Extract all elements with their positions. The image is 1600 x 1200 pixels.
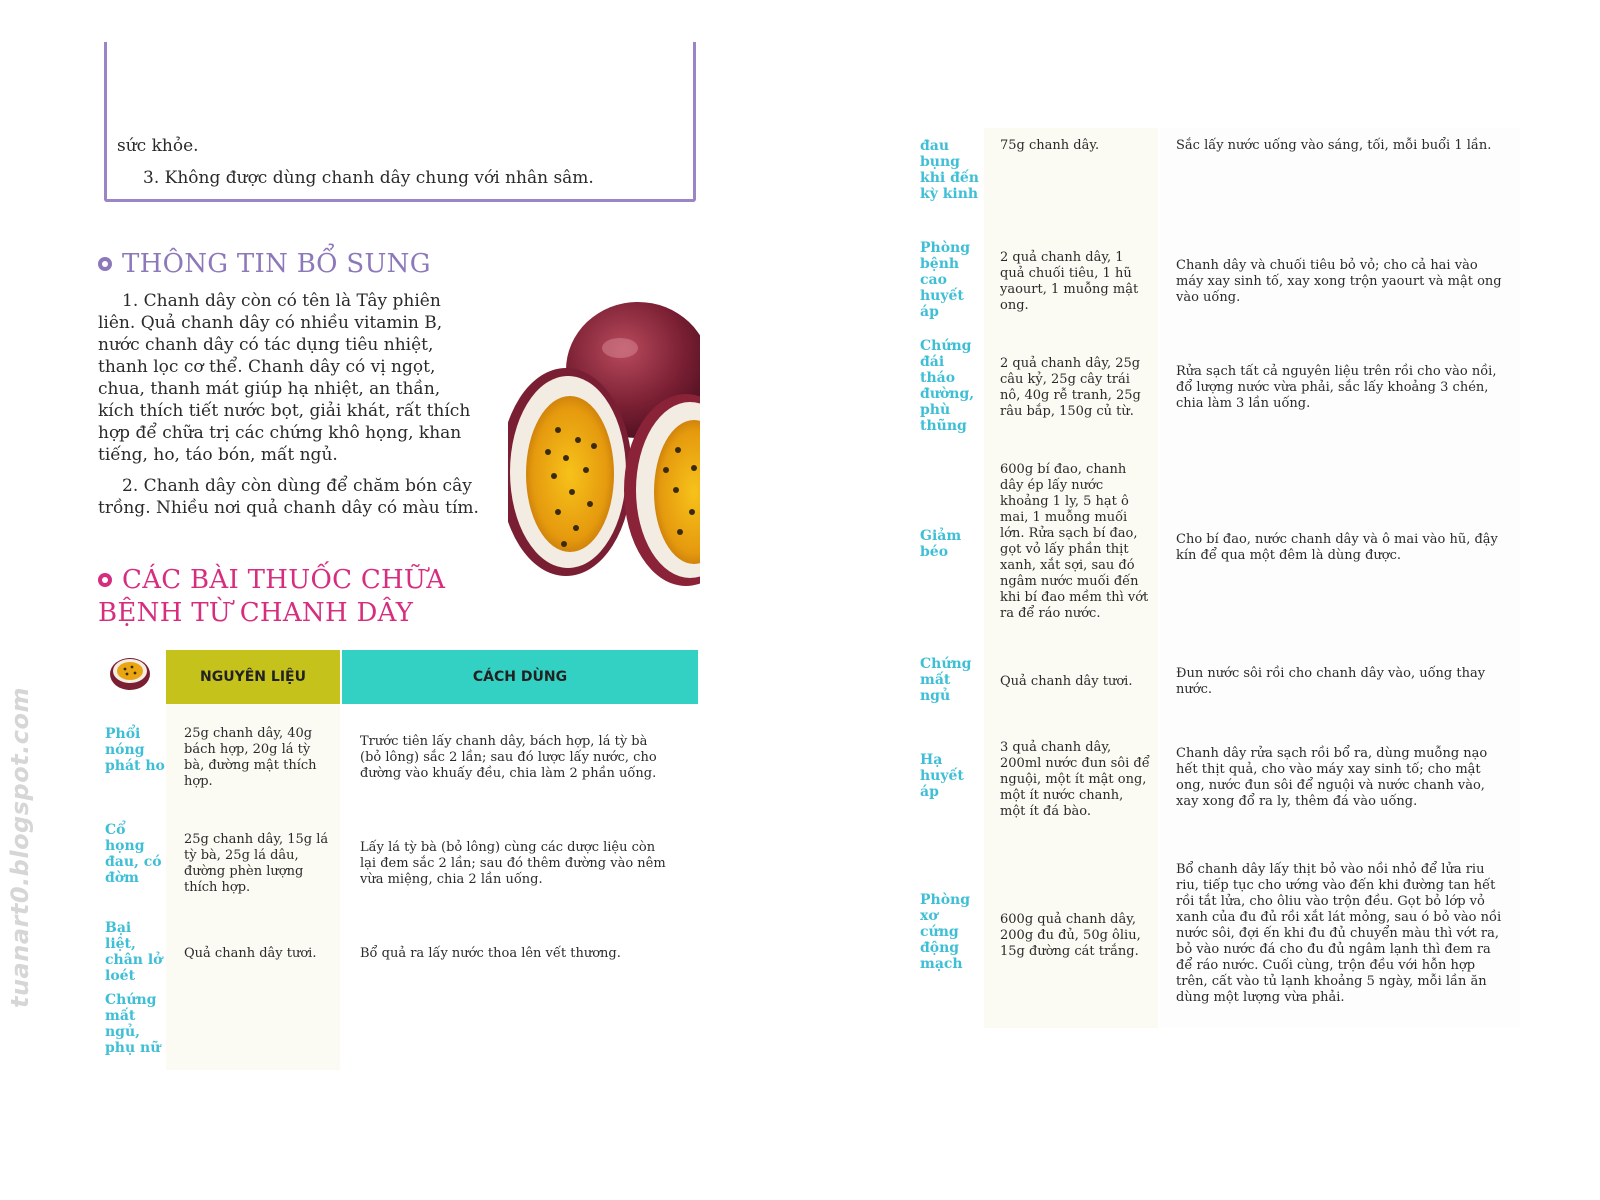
ingredients-cell: 600g quả chanh dây, 200g đu đủ, 50g ôliu, 15g đường cát trắng.: [1000, 912, 1141, 959]
ingredients-cell: 3 quả chanh dây, 200ml nước đun sôi để nguội, một ít mật ong, một ít nước chanh, một ít đá bào.: [1000, 740, 1150, 819]
plus-bullet-icon: [98, 573, 112, 587]
ingredients-cell: 600g bí đao, chanh dây ép lấy nước khoảng 1 ly, 5 hạt ô mai, 1 muỗng muối lớn. Rửa sạch bí đao, gọt vỏ lấy phần thịt xanh, xắt sợi, sau đó ngâm nước muối đến khi bí đao mềm thì vớt ra để ráo nước.: [1000, 462, 1149, 621]
remedies-heading: [98, 564, 478, 630]
note-box: [104, 42, 696, 202]
condition-label: Phòng bệnh cao huyết áp: [920, 240, 971, 320]
usage-cell: Sắc lấy nước uống vào sáng, tối, mỗi buổi 1 lần.: [1176, 138, 1492, 153]
info-text: [98, 290, 480, 528]
condition-label: Phòng xơ cứng động mạch: [920, 892, 971, 972]
remedies-heading-line1: CÁC BÀI THUỐC CHỮA: [122, 565, 446, 595]
usage-cell: Trước tiên lấy chanh dây, bách hợp, lá tỳ bà (bỏ lông) sắc 2 lần; sau đó lược lấy nước, cho đường vào khuấy đều, chia làm 2 phần uống.: [360, 734, 657, 781]
note-line: sức khỏe.: [117, 136, 199, 156]
info-paragraph: 1. Chanh dây còn có tên là Tây phiên liên. Quả chanh dây có nhiều vitamin B, nước chanh dây có tác dụng tiêu nhiệt, thanh lọc cơ thể. Chanh dây có vị ngọt, chua, thanh mát giúp hạ nhiệt, an thần, kích thích tiết nước bọt, giải khát, rất thích hợp để chữa trị các chứng khô họng, khan tiếng, ho, táo bón, mất ngủ.: [98, 291, 471, 465]
info-paragraph: 2. Chanh dây còn dùng để chăm bón cây trồng. Nhiều nơi quả chanh dây có màu tím.: [98, 476, 479, 518]
usage-cell: Cho bí đao, nước chanh dây và ô mai vào hũ, đậy kín để qua một đêm là dùng được.: [1176, 532, 1498, 563]
ingredients-cell: 2 quả chanh dây, 25g câu kỷ, 25g cây trái nô, 40g rễ tranh, 25g râu bắp, 150g củ từ.: [1000, 356, 1141, 419]
remedies-heading-line2: BỆNH TỪ CHANH DÂY: [98, 598, 414, 628]
usage-cell: Lấy lá tỳ bà (bỏ lông) cùng các dược liệu còn lại đem sắc 2 lần; sau đó thêm đường vào nêm vừa miệng, chia 2 lần uống.: [360, 840, 666, 887]
condition-label: Chứng mất ngủ: [920, 656, 972, 704]
usage-cell: Chanh dây và chuối tiêu bỏ vỏ; cho cả hai vào máy xay sinh tố, xay xong trộn yaourt và mật ong vào uống.: [1176, 258, 1502, 305]
passion-fruit-icon: [108, 650, 152, 694]
condition-label: Cổ họng đau, có đờm: [105, 822, 162, 886]
condition-label: Bại liệt, chân lở loét: [105, 920, 163, 984]
usage-cell: Bổ chanh dây lấy thịt bỏ vào nồi nhỏ để lửa riu riu, tiếp tục cho ướng vào đến khi đường tan hết rồi tắt lửa, cho ôliu vào trộn đều. Gọt bỏ lớp vỏ xanh của đu đủ rồi xắt lát mỏng, sau ó bỏ vào nồi nước sôi, đợi ến khi đu đủ chuyển màu thì vớt ra, bỏ vào nước đá cho đu đủ ngâm lạnh thì đem ra để ráo nước. Cuối cùng, trộn đều với hỗn hợp trên, cất vào tủ lạnh khoảng 5 ngày, mỗi lần ăn dùng một lượng vừa phải.: [1176, 862, 1502, 1005]
condition-label: Giảm béo: [920, 528, 962, 560]
usage-cell: Chanh dây rửa sạch rồi bổ ra, dùng muỗng nạo hết thịt quả, cho vào máy xay sinh tố; cho mật ong, nước đun sôi để nguội và nước chanh vào, xay xong đổ ra ly, thêm đá vào uống.: [1176, 746, 1488, 809]
ingredients-cell: 25g chanh dây, 40g bách hợp, 20g lá tỳ bà, đường mật thích hợp.: [184, 726, 317, 789]
ingredients-cell: Quả chanh dây tươi.: [1000, 674, 1133, 689]
header-usage: CÁCH DÙNG: [342, 650, 698, 704]
ingredients-cell: Quả chanh dây tươi.: [184, 946, 317, 961]
ingredients-cell: 2 quả chanh dây, 1 quả chuối tiêu, 1 hũ yaourt, 1 muỗng mật ong.: [1000, 250, 1139, 313]
usage-cell: Đun nước sôi rồi cho chanh dây vào, uống thay nước.: [1176, 666, 1486, 697]
header-ingredients: NGUYÊN LIỆU: [166, 650, 340, 704]
passion-fruit-image: [508, 300, 700, 600]
info-heading: [98, 248, 431, 281]
note-line: 3. Không được dùng chanh dây chung với nhân sâm.: [143, 168, 594, 188]
condition-label: Phổi nóng phát ho: [105, 726, 165, 774]
ingredients-cell: 75g chanh dây.: [1000, 138, 1100, 153]
info-heading-text: THÔNG TIN BỔ SUNG: [122, 249, 431, 279]
usage-cell: Rửa sạch tất cả nguyên liệu trên rồi cho vào nồi, đổ lượng nước vừa phải, sắc lấy khoảng 3 chén, chia làm 3 lần uống.: [1176, 364, 1497, 411]
condition-label: Chứng đái tháo đường, phù thũng: [920, 338, 975, 434]
flower-bullet-icon: [98, 257, 112, 271]
condition-label: đau bụng khi đến kỳ kinh: [920, 138, 979, 202]
ingredients-cell: 25g chanh dây, 15g lá tỳ bà, 25g lá dâu, đường phèn lượng thích hợp.: [184, 832, 329, 895]
condition-label: Hạ huyết áp: [920, 752, 964, 800]
condition-label: Chứng mất ngủ, phụ nữ: [105, 992, 161, 1056]
watermark: tuanart0.blogspot.com: [6, 687, 34, 1008]
usage-cell: Bổ quả ra lấy nước thoa lên vết thương.: [360, 946, 621, 961]
